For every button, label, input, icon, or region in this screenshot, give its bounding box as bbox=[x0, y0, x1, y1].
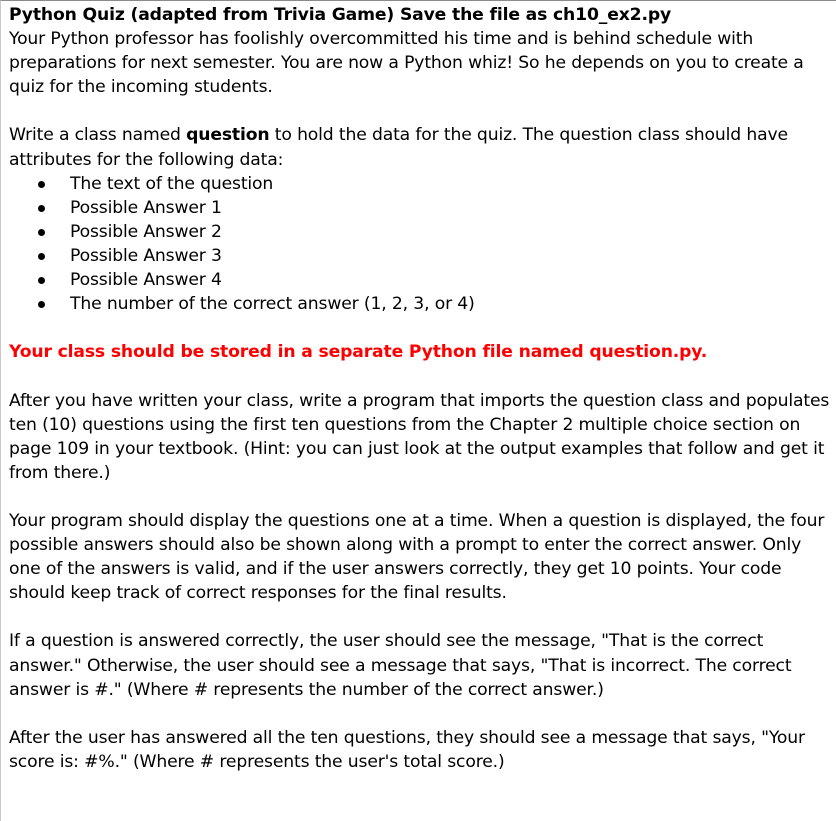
attribute-label: The number of the correct answer (1, 2, 3, or 4) bbox=[70, 294, 475, 315]
bullet-icon bbox=[38, 277, 45, 284]
score-paragraph: After the user has answered all the ten questions, they should see a message that says, "Your score is: #%." (Where # represents the user's total score.) bbox=[9, 727, 805, 772]
attribute-item bbox=[9, 220, 831, 244]
attribute-label: Possible Answer 2 bbox=[70, 221, 222, 242]
bullet-icon bbox=[38, 229, 45, 236]
attribute-item bbox=[9, 292, 831, 316]
bullet-icon bbox=[38, 181, 45, 188]
attribute-label: Possible Answer 1 bbox=[70, 197, 222, 218]
intro-paragraph: Your Python professor has foolishly overcommitted his time and is behind schedule with preparations for next semester. You are now a Python whiz! So he depends on you to create a quiz for the incoming students. bbox=[9, 29, 804, 98]
document-content bbox=[9, 3, 831, 774]
feedback-paragraph: If a question is answered correctly, the user should see the message, "That is the correct answer." Otherwise, the user should see a message that says, "That is incorrect. The correct answer is #." (Where # represents the number of the correct answer.) bbox=[9, 631, 792, 700]
spacer bbox=[9, 316, 831, 340]
attribute-item bbox=[9, 244, 831, 268]
bullet-icon bbox=[38, 205, 45, 212]
spacer bbox=[9, 702, 831, 726]
class-paragraph-prefix: Write a class named bbox=[9, 125, 187, 146]
bullet-icon bbox=[38, 301, 45, 308]
attribute-list bbox=[9, 172, 831, 317]
attribute-label: Possible Answer 4 bbox=[70, 270, 222, 291]
attribute-label: The text of the question bbox=[70, 173, 274, 194]
program-paragraph: After you have written your class, write a program that imports the question class and populates ten (10) questions using the first ten questions from the Chapter 2 multiple choice section on page 109 in your textbook. (Hint: you can just look at the output examples that follow and get it from there.) bbox=[9, 390, 830, 483]
class-name: question bbox=[186, 125, 270, 146]
spacer bbox=[9, 99, 831, 123]
spacer bbox=[9, 364, 831, 388]
assignment-title: Python Quiz (adapted from Trivia Game) Save the file as ch10_ex2.py bbox=[9, 5, 672, 25]
bullet-icon bbox=[38, 253, 45, 260]
attribute-item bbox=[9, 196, 831, 220]
attribute-item bbox=[9, 172, 831, 196]
attribute-label: Possible Answer 3 bbox=[70, 245, 222, 266]
attribute-item bbox=[9, 268, 831, 292]
storage-warning: Your class should be stored in a separate Python file named question.py. bbox=[9, 342, 708, 363]
class-paragraph bbox=[9, 123, 831, 171]
class-paragraph-suffix: to hold the data for the quiz. The question class should have attributes for the following data: bbox=[9, 125, 788, 170]
spacer bbox=[9, 605, 831, 629]
spacer bbox=[9, 485, 831, 509]
display-paragraph: Your program should display the questions one at a time. When a question is displayed, the four possible answers should also be shown along with a prompt to enter the correct answer. Only one of the answers is valid, and if the user answers correctly, they get 10 points. Your code should keep track of correct responses for the final results. bbox=[9, 510, 825, 604]
